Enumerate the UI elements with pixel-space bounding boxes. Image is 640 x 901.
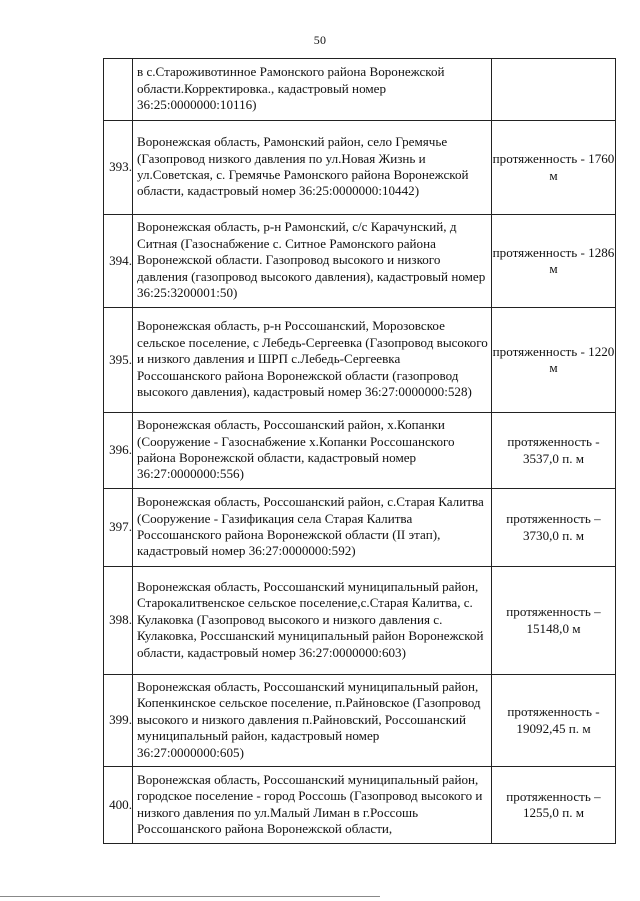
length-measure-cell: протяженность – 1255,0 п. м [492, 767, 616, 844]
row-number-cell: 394. [104, 215, 133, 308]
length-measure-cell: протяженность - 1220 м [492, 308, 616, 413]
row-number-cell: 397. [104, 489, 133, 567]
object-description-cell: Воронежская область, Россошанский муниципальный район, Копенкинское сельское поселение, п.Райновское (Газопровод высокого и низкого давления п.Райновский, Россошанский муниципальный район, кадастровый номер 36:27:0000000:605) [133, 675, 492, 767]
object-description-cell: в с.Староживотинное Рамонского района Воронежской области.Корректировка., кадастровый номер 36:25:0000000:10116) [133, 59, 492, 121]
row-number-cell: 399. [104, 675, 133, 767]
row-number-cell: 398. [104, 567, 133, 675]
object-description-cell: Воронежская область, р-н Россошанский, Морозовское сельское поселение, с Лебедь-Сергеевка (Газопровод высокого и низкого давления и ШРП с.Лебедь-Сергеевка Россошанского района Воронежской области (газопровод высокого давления), кадастровый номер 36:27:0000000:528) [133, 308, 492, 413]
table-row [104, 767, 616, 844]
object-description-cell: Воронежская область, Россошанский район, с.Старая Калитва (Сооружение - Газификация села Старая Калитва Россошанского района Воронежской области (II этап), кадастровый номер 36:27:0000000:592) [133, 489, 492, 567]
table-row [104, 308, 616, 413]
row-number-cell: 400. [104, 767, 133, 844]
page-number: 50 [313, 33, 327, 47]
row-number-cell: 393. [104, 121, 133, 215]
property-registry-table [103, 58, 616, 844]
length-measure-cell: протяженность - 3537,0 п. м [492, 413, 616, 489]
object-description-cell: Воронежская область, Россошанский район, х.Копанки (Сооружение - Газоснабжение х.Копанки Россошанского района Воронежской области, кадастровый номер 36:27:0000000:556) [133, 413, 492, 489]
length-measure-cell: протяженность - 1760 м [492, 121, 616, 215]
bottom-rule-divider [0, 896, 380, 897]
object-description-cell: Воронежская область, р-н Рамонский, с/с Карачунский, д Ситная (Газоснабжение с. Ситное Рамонского района Воронежской области. Газопровод высокого и низкого давления (газопровод высокого давления), кадастровый номер 36:25:3200001:50) [133, 215, 492, 308]
length-measure-cell: протяженность – 15148,0 м [492, 567, 616, 675]
length-measure-cell: протяженность - 19092,45 п. м [492, 675, 616, 767]
row-number-cell [104, 59, 133, 121]
object-description-cell: Воронежская область, Рамонский район, село Гремячье (Газопровод низкого давления по ул.Новая Жизнь и ул.Советская, с. Гремячье Рамонского района Воронежской области, кадастровый номер 36:25:0000000:10442) [133, 121, 492, 215]
table-row [104, 489, 616, 567]
table-row [104, 215, 616, 308]
object-description-cell: Воронежская область, Россошанский муниципальный район, Старокалитвенское сельское поселение,с.Старая Калитва, с. Кулаковка (Газопровод высокого и низкого давления с. Кулаковка, Россшанский муниципальный район Воронежской области, кадастровый номер 36:27:0000000:603) [133, 567, 492, 675]
object-description-cell: Воронежская область, Россошанский муниципальный район, городское поселение - город Россошь (Газопровод высокого и низкого давления по ул.Малый Лиман в г.Россошь Россошанского района Воронежской области, [133, 767, 492, 844]
length-measure-cell: протяженность – 3730,0 п. м [492, 489, 616, 567]
length-measure-cell: протяженность - 1286 м [492, 215, 616, 308]
table-row [104, 121, 616, 215]
row-number-cell: 395. [104, 308, 133, 413]
table-row [104, 567, 616, 675]
table-row [104, 675, 616, 767]
length-measure-cell [492, 59, 616, 121]
table-row [104, 413, 616, 489]
table-row [104, 59, 616, 121]
row-number-cell: 396. [104, 413, 133, 489]
